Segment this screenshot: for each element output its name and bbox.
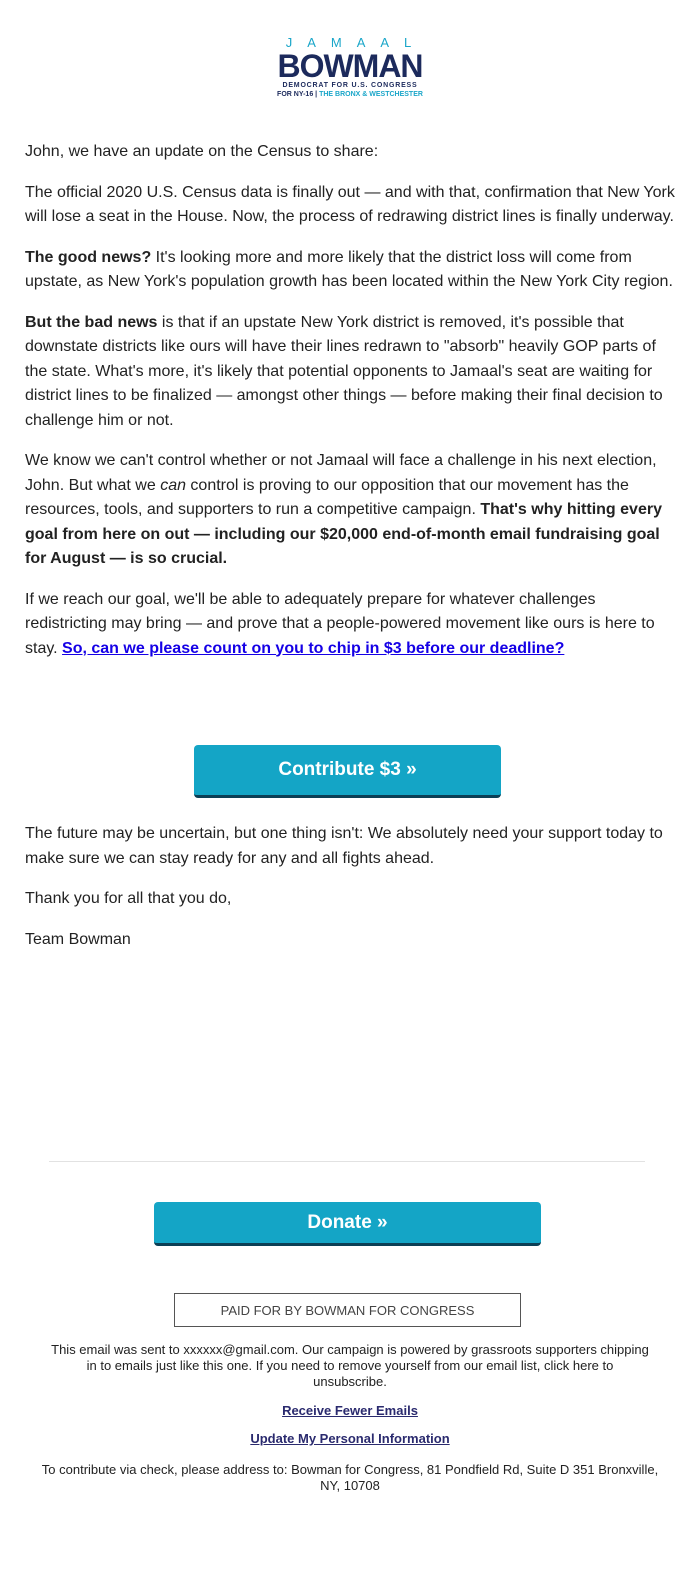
signature: Team Bowman — [25, 930, 131, 948]
email-body — [25, 140, 675, 677]
update-info-row — [0, 1431, 700, 1446]
logo-last-name: BOWMAN — [277, 48, 423, 84]
logo-district — [0, 90, 700, 99]
paragraph-census: The official 2020 U.S. Census data is finally out — and with that, confirmation that New York will lose a seat in the House. Now, the process of redrawing district lines is finally underway. — [25, 183, 675, 225]
paragraph-bad-news — [25, 311, 675, 434]
goal-text-a: We know we can't control whether or not Jamaal will face a challenge in his next election, John. But what we — [25, 452, 657, 494]
footer-divider — [49, 1161, 645, 1162]
donate-button[interactable]: Donate » — [154, 1202, 541, 1246]
contribute-button[interactable]: Contribute $3 » — [194, 745, 501, 798]
paragraph-good-news — [25, 246, 675, 295]
logo-first-name: JAMAAL — [285, 35, 427, 50]
paragraph-future: The future may be uncertain, but one thing isn't: We absolutely need your support today to make sure we can stay ready for any and all fights ahead. — [25, 825, 663, 867]
bad-news-bold: But the bad news — [25, 313, 158, 331]
paragraph-thanks: Thank you for all that you do, — [25, 890, 232, 907]
paid-for-disclaimer: PAID FOR BY BOWMAN FOR CONGRESS — [174, 1293, 521, 1327]
paragraph-ask — [25, 588, 675, 662]
goal-bold: That's why hitting every goal from here on out — including our $20,000 end-of-month email fundraising goal for August — is so crucial. — [25, 501, 662, 567]
goal-emphasis: can — [160, 476, 186, 494]
good-news-bold: The good news? — [25, 248, 152, 266]
campaign-logo — [0, 36, 700, 99]
logo-district-right: THE BRONX & WESTCHESTER — [319, 91, 423, 98]
update-personal-info-link[interactable]: Update My Personal Information — [250, 1431, 450, 1446]
goal-text-b: control is proving to our opposition that our movement has the resources, tools, and supporters to run a competitive campaign. — [25, 476, 629, 518]
fewer-emails-row — [0, 1403, 700, 1418]
good-news-text: It's looking more and more likely that the district loss will come from upstate, as New York's population growth has been located within the New York City region. — [25, 248, 673, 290]
email-closing — [25, 822, 675, 968]
bad-news-text: is that if an upstate New York district is removed, it's possible that downstate districts like ours will have their lines redrawn to "absorb" heavily GOP parts of the state. What's more, it's likely that potential opponents to Jamaal's seat are waiting for district lines to be finalized — amongst other things — before making their final decision to challenge him or not. — [25, 313, 663, 429]
ask-text: If we reach our goal, we'll be able to adequately prepare for whatever challenges redistricting may bring — and prove that a people-powered movement like ours is here to stay. — [25, 590, 655, 657]
paragraph-greeting: John, we have an update on the Census to share: — [25, 143, 379, 160]
chip-in-link[interactable]: So, can we please count on you to chip in $3 before our deadline? — [62, 639, 565, 657]
receive-fewer-emails-link[interactable]: Receive Fewer Emails — [282, 1403, 418, 1418]
logo-tagline: DEMOCRAT FOR U.S. CONGRESS — [282, 82, 418, 89]
footer-notice: This email was sent to xxxxxx@gmail.com. Our campaign is powered by grassroots supporters chipping in to emails just like this one. If you need to remove yourself from our email list, click here to unsubscribe. — [51, 1342, 649, 1389]
logo-district-left: FOR NY-16 | — [277, 91, 318, 98]
mailing-address: To contribute via check, please address to: Bowman for Congress, 81 Pondfield Rd, Suite D 351 Bronxville, NY, 10708 — [41, 1462, 659, 1493]
paragraph-goal — [25, 449, 675, 572]
